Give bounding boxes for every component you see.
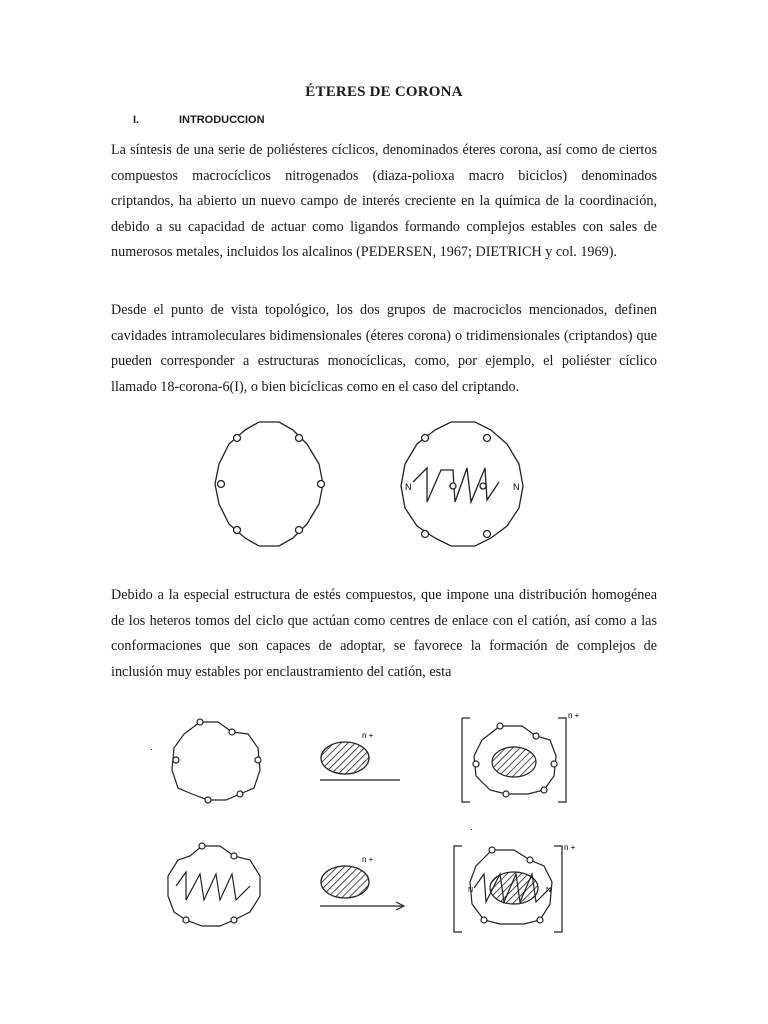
page-title: ÉTERES DE CORONA bbox=[305, 84, 463, 100]
cation-charge-bottom: n + bbox=[362, 855, 374, 864]
crown-ether-cryptand-figure bbox=[195, 410, 555, 560]
paragraph-intro: La síntesis de una serie de poliésteres cíclicos, denominados éteres corona, así como de ciertos compuestos macrocíclicos nitrogenados (diaza-polioxa macro biciclos) denominados criptandos, ha abierto un nuevo campo de interés creciente en la química de la coordinación, debido a su capacidad de actuar como ligandos formando complejos estables con sales de numerosos metales, incluidos los alcalinos (PEDERSEN, 1967; DIETRICH y col. 1969). bbox=[111, 142, 657, 261]
cryptand-reactant bbox=[168, 843, 260, 926]
inclusion-complex-figure bbox=[140, 710, 620, 940]
crown-ether-18-6-structure bbox=[215, 422, 325, 546]
cation-top bbox=[320, 742, 400, 780]
cryptand-structure bbox=[401, 422, 523, 546]
cation-charge-top: n + bbox=[362, 731, 374, 740]
paragraph-topology: Desde el punto de vista topológico, los dos grupos de macrociclos mencionados, definen cavidades intramoleculares bidimensionales (éteres corona) o tridimensionales (criptandos) que pueden corresponder a estructuras monocíclicas, como, por ejemplo, el poliéster cíclico llamado 18-corona-6(I), o bien bicíclicas como en el caso del criptando. bbox=[111, 302, 657, 395]
cryptand-nitrogen-right: N bbox=[513, 482, 520, 492]
paragraph-structure: Debido a la especial estructura de estés compuestos, que impone una distribución homogénea de los heteros tomos del ciclo que actúan como centres de enlace con el catión, así como a las conformaciones que son capaces de adoptar, se favorece la formación de complejos de inclusión muy estables por enclaustramiento del catión, esta bbox=[111, 587, 657, 680]
section-title: INTRODUCCION bbox=[179, 114, 265, 126]
cryptate-nitrogen-right: N bbox=[546, 887, 552, 894]
cation-bottom bbox=[320, 866, 404, 910]
cryptand-nitrogen-left: N bbox=[405, 482, 412, 492]
section-heading bbox=[133, 114, 265, 126]
stray-dot: . bbox=[470, 822, 473, 833]
section-number: I. bbox=[133, 114, 140, 126]
complex-charge-top: n + bbox=[568, 711, 580, 720]
stray-mark: . bbox=[150, 742, 153, 753]
cryptate-nitrogen-left: N bbox=[468, 887, 474, 894]
crown-complex bbox=[462, 718, 566, 802]
crown-ether-reactant bbox=[172, 719, 261, 803]
complex-charge-bottom: n + bbox=[564, 843, 576, 852]
